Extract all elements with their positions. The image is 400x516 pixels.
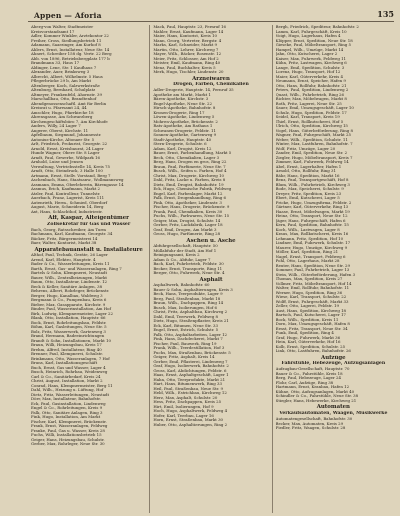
directory-entry: Dietz, Hugo, Straßenpflaster, Kreis 21 bbox=[153, 319, 229, 324]
directory-entry: Falk, Ernst, Drogenhandlung, Ring 6 bbox=[153, 196, 226, 201]
directory-entry: Becker, Ernst, Transporte, Ring 11 bbox=[153, 266, 223, 271]
directory-entry: Bock, Wilh., Spedition, Kreis 11 bbox=[275, 317, 339, 322]
section-heading: Asphalt bbox=[199, 276, 223, 283]
directory-entry: Busch, Max, Isolierungen, Hof 6 bbox=[153, 305, 218, 310]
directory-entry: Link, Otto, Lastfuhren, Bahnhofstr. 26 bbox=[275, 349, 351, 353]
directory-entry: Jäger, Hans, Fuhrgeschäft, Hafen 6 bbox=[275, 218, 346, 223]
directory-entry: Beck, Otto, Chemikalien, Lager 3 bbox=[153, 155, 220, 160]
directory-entry: Graf, Hugo, Fuhrwerk, Markt 36 bbox=[275, 335, 341, 340]
directory-entry: Neumann, Ernst, Speicher, Hafen 9 bbox=[275, 79, 346, 83]
directory-entry: Zander, Emil, Spedition, Neue Str. 2 bbox=[275, 151, 348, 155]
section-subheading: Drogen, Farben, Chemikalien bbox=[173, 82, 249, 87]
directory-entry: Graf, Hugo, Isolierwerk, Bahnhofstr. 2 bbox=[153, 364, 229, 369]
directory-entry: Bach, Karl, Fuhrbetrieb, Feldstr. 30 bbox=[153, 262, 224, 267]
directory-entry: Funk, Emil, Spedition, Ring 4 bbox=[275, 331, 334, 335]
directory-entry: Bauer, Ernst, Farbenhandlung, Markt 5 bbox=[153, 151, 232, 156]
directory-entry: Beck & Keller, Sanitäre Anlagen, 38 bbox=[31, 284, 103, 289]
directory-entry: Otto, Hans, Rollfuhr, Bahnhofstr. 21 bbox=[275, 83, 347, 88]
directory-entry: Becker, Max, Automaten, Kreis 29 bbox=[275, 421, 344, 426]
section-heading: Arzneiwaren bbox=[192, 75, 230, 82]
directory-entry: Freiher, Cross, Siedlungsbetrieb 11 bbox=[31, 38, 102, 43]
directory-entry: Koch, Wilh., Lastwagen, Lager 8 bbox=[275, 227, 340, 232]
directory-entry: Kühn, Fritz, Lastwagen, Kirchweg 6 bbox=[275, 61, 347, 65]
directory-entry: Hofer, Karl, Teerbau, Lager 16 bbox=[153, 413, 214, 418]
directory-entry: Kirchengeschäftsbüro 7, Am Kirchhofe bbox=[31, 119, 108, 124]
column-1 bbox=[28, 25, 150, 513]
directory-entry: Haase, Ernst, Möbelwagen, Markt 19 bbox=[275, 209, 350, 214]
directory-entry: Hirt, Emil, Isolierungen, Hof 9 bbox=[153, 404, 214, 409]
directory-entry: Fischer, Karl, Klempnerei, Brückenstr. bbox=[31, 419, 107, 424]
directory-entry: Meier, Fritz, Schlosser, Am Hof 2 bbox=[153, 56, 219, 61]
directory-entry: Lorenz, Hugo, Transport, Hof 12 bbox=[275, 70, 341, 74]
directory-entry: Bauer & Sohn, Asphaltierungen, Kreis 3 bbox=[153, 287, 233, 292]
directory-entry: Bauer, Wilh., Zentralheizungen, Markt bbox=[31, 275, 107, 280]
directory-entry: Meister, Emil, Kaufmann, Ring 40 bbox=[153, 61, 221, 65]
directory-entry: Bergmann & Co., Pumpenbau, Kreis 6 bbox=[31, 298, 107, 303]
directory-entry: Hunde Wagner, Obere Str. 8 Lager bbox=[31, 151, 100, 155]
directory-entry: Werner, Hugo, Spedition, Ring 36 bbox=[275, 290, 343, 295]
directory-entry: Hahn, Otto, Teerprodukte, Markt 21 bbox=[153, 377, 226, 382]
directory-entry: Bruns, Karl, Installationsgeschäft bbox=[31, 361, 98, 366]
directory-entry: Assmann, Emma, Oberlehrerin, Bärengasse 14 bbox=[31, 182, 124, 187]
section-subheading: Zollsekretär für Gas und Wasser bbox=[47, 221, 131, 227]
directory-entry: Sommer, Paul, Fuhrbetrieb, Lager 13 bbox=[275, 268, 350, 272]
directory-entry: Frank, Ernst, Wasseranlagen, Feldweg bbox=[31, 424, 108, 429]
directory-entry: Automatengesellschaft, Bahnhofstr. 30 bbox=[275, 417, 353, 422]
directory-entry: Peters, Paul, Spedition, Lindenweg 2 bbox=[275, 88, 349, 92]
column-2 bbox=[150, 25, 272, 513]
directory-entry: Bolz, Fritz, Wasserwerk, Gartenweg 3 bbox=[31, 329, 106, 334]
directory-entry: Nagel, Ernst, Transport, Feldweg 6 bbox=[275, 254, 346, 259]
directory-entry: Frank, Wilh., Teerdestillation, Hof 3 bbox=[153, 346, 225, 351]
directory-entry: Fink, Otto, Apotheker, Lindenstr. 3 bbox=[153, 200, 222, 205]
page-number: 135 bbox=[377, 9, 394, 19]
directory-entry: Engel, Karl, Farbenlager, Markt 12 bbox=[153, 191, 223, 196]
directory-entry: Aufzugbau-Gesellschaft, Hauptstr. 70 bbox=[275, 367, 350, 372]
directory-entry: Atzler, Paul, Kontrolleur, Tunnelstr. bbox=[31, 191, 101, 196]
directory-entry: Abfuhrgesellschaft, Hauptstr. 50 bbox=[153, 244, 218, 249]
directory-entry: Wolff, Ernst, Fuhrgeschäft, Markt 33 bbox=[275, 299, 349, 304]
directory-entry: Aust, Hans, Spedition, Kirchweg 18 bbox=[275, 308, 347, 313]
directory-entry: Kühne, Otto, Aufzugsanlagen, Markt 40 bbox=[275, 389, 355, 394]
directory-entry: Lindner, Emil, Fuhrwerk, Schulstr. 17 bbox=[275, 241, 351, 245]
directory-entry: Fuchs, Willi, Installationsbetrieb 15 bbox=[31, 433, 102, 438]
directory-entry: Kreisvorstandsamt 17 bbox=[31, 29, 75, 34]
directory-entry: Fischer, Hans, Drogerie, Brückenstr. 9 bbox=[153, 205, 230, 210]
directory-entry: Klöpper, Ernst, Spedition, Neue Str. 18 bbox=[275, 38, 353, 43]
directory-entry: Falk, Otto, Sanitäre Anlagen, Ring 3 bbox=[31, 410, 103, 415]
directory-entry: August, Marie, Schneiderin 14, Berg bbox=[31, 205, 104, 209]
directory-entry: Löwen-Apotheke, Lindenweg 5 bbox=[153, 115, 215, 120]
directory-entry: Brinkmann, Otto, Wasseranlagen, 7 Hof bbox=[31, 356, 110, 361]
directory-entry: Böhm, Karl, Gasleitungen, Neue Str. 5 bbox=[31, 325, 107, 330]
directory-entry: Christ, Fritz, Asphaltbau, Kirchweg 2 bbox=[153, 310, 228, 315]
directory-entry: Falk, Otto, Asphaltarbeiten, Lager 12 bbox=[153, 332, 228, 337]
directory-entry: Adam, Karl, Drogist, Kreis 12 bbox=[153, 146, 212, 151]
directory-entry: Martin, Otto, Lehrer, Kirchweg 7 bbox=[153, 47, 219, 52]
directory-entry: Vollmer, Fritz, Möbeltransport, Hof 14 bbox=[275, 281, 352, 286]
directory-entry: Dietz, Emil, Drogist, Bahnhofstr. 19 bbox=[153, 182, 224, 187]
directory-entry: Birk, Ludwig, Klempnermeister, Lager 22 bbox=[31, 311, 113, 316]
directory-entry: Weber, Wilh., Spedition, Schulstr. 11 bbox=[275, 137, 348, 142]
directory-entry: Berg, Hans, Drogen en gros, Ring 22 bbox=[153, 160, 227, 165]
directory-entry: Wagner, Paul, Fuhrgeschäft, Markt 25 bbox=[275, 133, 351, 137]
directory-entry: Ebert, Emil, Kutscherei, Lager 5 bbox=[275, 196, 340, 200]
directory-entry: Mahler, Ernst, Kaufmann, Lager 14 bbox=[153, 29, 224, 34]
directory-entry: Eck, Karl, Bitumen, Neue Str. 33 bbox=[153, 323, 218, 328]
directory-entry: Arnold, Otto, Rollfuhr, Ring 31 bbox=[275, 169, 336, 173]
directory-entry: Kolb, Ernst, Spedition, Schulstr. 25 bbox=[275, 344, 346, 349]
section-heading: Automaten bbox=[316, 404, 350, 411]
directory-entry: Dörr, Max, Installateur, Bahnhofstr. bbox=[31, 397, 101, 402]
directory-entry: Arndt, Otto, Steindruck, 3 Halle 100 bbox=[31, 169, 103, 173]
directory-entry: Dahl, Wilh., Heizung u. Lüftung, Hof bbox=[31, 388, 104, 393]
directory-entry: Berger, Hugo, Kanalbau, Waldweg 3 bbox=[31, 293, 103, 298]
directory-entry: Engel & Co., Rohrleitungen, Kreis 9 bbox=[31, 406, 103, 411]
directory-entry: Frank, Paul, Chemikalien, Kreis 30 bbox=[153, 209, 223, 214]
directory-entry: Dorn, Max, Umzugsgeschäft, Hafen 8 bbox=[275, 322, 350, 326]
directory-entry: Gerber, Fritz, Lackfabrik, Lager 18 bbox=[153, 223, 223, 228]
directory-entry: Adler-Drogerie, Hauptstr. 14, Fernruf 35 bbox=[153, 88, 234, 93]
directory-entry: Arndt, Paul, Gewerbe, Wildpark 16 bbox=[31, 155, 100, 160]
header-rule bbox=[28, 21, 394, 22]
directory-entry: Fink, Hans, Dachdeckerei, Markt 7 bbox=[153, 337, 223, 342]
directory-entry: Busch, Heinrich, Rohrbau, Weidenweg bbox=[31, 370, 108, 375]
directory-entry: Horn, Ernst, Straßenbau, Markt 30 bbox=[153, 418, 224, 423]
directory-entry: Huber, Otto, Asphaltierungen, Ring 2 bbox=[153, 422, 228, 427]
directory-entry: Bode, Max, Speicherei, Schulstr. 9 bbox=[275, 187, 344, 191]
directory-entry: Anders, Willy, 24 Lager 7 bbox=[31, 124, 81, 128]
directory-columns bbox=[28, 25, 394, 513]
directory-entry: Bach, Georg, Ratsschreiber, Am Turm bbox=[31, 227, 106, 232]
directory-entry: Baum, Otto, Installateur, Lindenstr. 12 bbox=[31, 280, 108, 285]
directory-entry: Maurer, Hugo, Umzüge, Kirchweg 9 bbox=[275, 245, 348, 250]
directory-entry: Adler, Kommer Winkler, Ärztekontor 22 bbox=[31, 34, 109, 38]
directory-entry: Bären-Apotheke, Kirchstr. 3 bbox=[153, 97, 209, 102]
directory-entry: Sonnen-Apotheke, Gartenweg 9 bbox=[153, 133, 217, 138]
directory-entry: Bergh, Friedrich, Spediteur, Bahnhofstr. 2 bbox=[275, 25, 359, 29]
directory-entry: Hartmann, Ernst, Kranbau, Hafen 12 bbox=[275, 385, 350, 390]
directory-entry: Lehmann, Fritz, Spedition, Hof 10 bbox=[275, 236, 344, 241]
directory-entry: Binder, Paul, Wasserinstallation, Am Hof bbox=[31, 307, 111, 312]
directory-entry: Geiger, Fritz, Asphalt, Kreis 14 bbox=[153, 355, 215, 360]
directory-entry: Althof, Paul, Technik, Geräte, 26 Lager bbox=[31, 253, 108, 258]
directory-entry: Conrad, Hans, Klempnermeister, Berg 11 bbox=[31, 383, 113, 388]
directory-entry: Fuchs, Max, Straßenbau, Brückenstr. 5 bbox=[153, 350, 231, 355]
directory-entry: Jahn, Otto, Kutscherei, Lager 2 bbox=[275, 52, 338, 56]
directory-entry: Pflegerbrücke 29 b, Am Markt bbox=[31, 79, 92, 83]
directory-entry: Merk, Hugo, Tischler, Lindenstr. 20 bbox=[153, 70, 224, 74]
directory-entry: Arend, Karl, Elektro, Hauptstr. 4 bbox=[31, 257, 96, 262]
directory-entry: Mayer, Wilh., Bäcker, Rosenstr. 12 bbox=[153, 52, 222, 56]
directory-entry: Heinz, Otto, Transport, Neue Str. 12 bbox=[275, 214, 348, 218]
directory-entry: Held, Wilh., Estrichbau, Kirchweg 12 bbox=[153, 391, 227, 396]
directory-entry: Assmus, Erich, Kaufmann, Markt 2 bbox=[31, 187, 101, 191]
directory-entry: Albrecht, Albert, Wilhelmstr. 5 Haus bbox=[31, 74, 103, 79]
section-subheading: Verkaufsautomaten, Waagen, Musikwerke bbox=[279, 410, 388, 416]
directory-entry: Autenrieth, Herm., Schmied, Oberdorf bbox=[31, 200, 108, 205]
section-heading: Apparatebauanstalt u. Installateure bbox=[34, 246, 143, 253]
directory-entry: Carl & Co., Sanitärbedarf, Kreis 24 bbox=[31, 374, 101, 379]
directory-entry: Richter, Max, Möbelwagen, Markt 8 bbox=[275, 97, 347, 101]
directory-entry: Ernst, Fritz, Transport, Neue Str. 34 bbox=[275, 326, 348, 331]
directory-entry: Amschler, Hugo, Pfarrkirche 18 bbox=[31, 110, 94, 115]
directory-entry: Haas, Ernst, Asphaltgeschäft, Lager 1 bbox=[153, 373, 229, 378]
directory-entry: Fricke, Hugo, Umzugsfirma, Feldstr. 2 bbox=[275, 200, 352, 205]
directory-entry: Antonius-Kirche, Altonaer Str. 5 bbox=[31, 137, 95, 142]
directory-entry: Reuter, Hans, Spedition, Neue Str. 29 bbox=[275, 263, 351, 268]
directory-entry: Müllabfuhr der Stadt, Am Hof 1 bbox=[153, 248, 217, 253]
directory-entry: Berg, Paul, Hebezeuge, Lager 24 bbox=[275, 376, 341, 381]
directory-entry: Engel-Apotheke, Neue Str. 22 bbox=[153, 101, 213, 106]
directory-entry: Stadt-Apotheke, Hauptstr. 40 bbox=[153, 137, 212, 142]
directory-entry: Bartels & Sohn, Klempnerei, Neustadt bbox=[31, 271, 108, 276]
directory-entry: Herz, Max, Asphalt, Schulstr. 20 bbox=[153, 395, 218, 400]
directory-entry: Ahrensgasse, Am Schwarzberg bbox=[31, 115, 93, 119]
directory-entry: Graf, Emil, Drogen, Am Markt 3 bbox=[153, 227, 217, 232]
directory-entry: Fuchs, Wilh., Farbwaren, Neue Str. 15 bbox=[153, 214, 230, 219]
directory-entry: Abendgenossenschaftl. Amt für Berlin bbox=[31, 101, 107, 106]
directory-entry: Stern-Drogerie, Schulstr. 6 bbox=[153, 142, 207, 147]
directory-entry: Altenberger, Koch, Salzwerkstraße bbox=[31, 83, 100, 88]
directory-entry: Winter, Max, Lastfuhren, Bahnhofstr. 7 bbox=[275, 142, 353, 146]
directory-entry: Verwaltung, Vertriebsstelle 14, Kreis 75 bbox=[31, 164, 110, 169]
directory-entry: Brand, Hermann, Badeeinrichtungen bbox=[31, 334, 105, 339]
section-heading: Aufzüge bbox=[321, 354, 346, 361]
directory-entry: Gerber, Emil, Pflasterei, Lindenweg 7 bbox=[153, 359, 228, 364]
directory-entry: Wolf, Fritz, Umzüge, Lager 20 bbox=[275, 146, 336, 151]
directory-entry: Rats-Apotheke, Am Rathaus 1 bbox=[153, 124, 213, 129]
directory-entry: Arlt, Friedrich, Prokurist, Georgstr. 22 bbox=[31, 142, 108, 146]
directory-entry: Eck, Paul, Gasinstallation, Lindenweg bbox=[31, 401, 106, 406]
directory-entry: Altenburg, Bernhard, Schulplatz bbox=[31, 88, 96, 92]
section-subheading: Fahrstühle, Hebezeuge, Aufzugsanlagen bbox=[281, 361, 386, 366]
directory-entry: Bader & Co., Wasserleitungen, Kreis 11 bbox=[31, 262, 110, 267]
directory-entry: Brenner, Paul, Klempnerei, Schulstr. bbox=[31, 352, 103, 357]
directory-entry: Sauer, Emil, Umzugsgeschäft, Lager 10 bbox=[275, 106, 354, 110]
section-heading: Aschen u. Asche bbox=[186, 237, 236, 244]
directory-entry: Brehm, Alfred, Installateur, Ring 40 bbox=[31, 347, 102, 352]
directory-entry: Gärtner, Karl, Güterverkehr, Ring 13 bbox=[275, 205, 349, 209]
directory-entry: Marks, Karl, Schneider, Markt 9 bbox=[153, 43, 218, 47]
directory-entry: Stiegler, Hans, Hebewerke, Kirchweg 21 bbox=[275, 398, 357, 403]
directory-entry: Auerbach, Franz, Lagerist, Kreis 111 bbox=[31, 196, 105, 200]
directory-entry: Asphaltwerk, Bahnhofstr. 60 bbox=[153, 283, 210, 288]
directory-entry: Ahnert, Schreiber 158 dg. Vertr. 22 Berg bbox=[31, 52, 112, 56]
directory-entry: Hart, Hans, Bitumenwerk, Ring 33 bbox=[153, 382, 222, 387]
directory-entry: Wiese, Karl, Transport, Schulstr. 22 bbox=[275, 295, 347, 299]
section-heading: Aff, Kaspar, Alteigentümer bbox=[48, 215, 130, 221]
directory-entry: Bähr, Hans, Spedition, Markt 16 bbox=[275, 173, 340, 178]
directory-entry: Aschenbach, Hans, Staatsanw., Wollmannsweg bbox=[31, 178, 124, 182]
directory-entry: Reinigungsamt, Kreis 2 bbox=[153, 253, 200, 258]
directory-entry: Stein, Wilh., Güterbeförderung, Hafen 3 bbox=[275, 272, 356, 277]
directory-entry: Thiel, Ernst, Rollkutscherei, Hof 5 bbox=[275, 119, 344, 124]
directory-entry: Hirsch-Apotheke, Bahnhofstr. 8 bbox=[153, 106, 216, 111]
directory-entry: Braun, Willi, Heizungsbau, Kreis 17 bbox=[31, 343, 102, 348]
directory-entry: Buch, Ernst, Gas und Wasser, Lager 4 bbox=[31, 365, 106, 370]
directory-entry: Quast, Wilh., Fuhrbetrieb, Ring 26 bbox=[275, 92, 344, 97]
directory-entry: Maier, Karl, Güterverkehr, Kreis 4 bbox=[275, 74, 344, 79]
directory-entry: Barth, Ernst, Gas- und Wasseranlagen, Ring 7 bbox=[31, 266, 122, 271]
directory-entry: Seidel, Karl, Transport, Kreis 19 bbox=[275, 115, 340, 119]
directory-entry: Blum, Wilh., Fuhrbetrieb, Kirchweg 3 bbox=[275, 182, 350, 187]
directory-entry: Bock, Ernst, Rohrleitungsbau, Feldstr. bbox=[31, 320, 107, 325]
directory-entry: Franke, Paul, Gas u. Wasser, Kreis 28 bbox=[31, 428, 105, 433]
directory-entry: Hein, Karl, Güterverkehr, Hof 16 bbox=[275, 340, 341, 344]
directory-entry: Zimmer, Karl, Fuhrwerk, Feldweg 14 bbox=[275, 160, 349, 164]
directory-entry: Aberg-von Walter, Stadtmeister bbox=[31, 25, 94, 29]
directory-entry: Dietz, Fritz, Wasserleitungen, Neustadt bbox=[31, 392, 110, 397]
directory-entry: Dahl, Emil, Teerwerk, Feldweg 8 bbox=[153, 314, 218, 319]
directory-entry: Artmann, Ernst, Stellv. Vorstand, Berg 7 bbox=[31, 173, 111, 178]
directory-entry: Bieber, Max, Gasapparate, Kirchstr. 9 bbox=[31, 302, 106, 307]
directory-entry: Abel, Ernst, Lagerhalter, Hafen 1 bbox=[275, 164, 342, 169]
directory-entry: Fischer, Paul, Bauwerk, Ring 19 bbox=[153, 341, 217, 346]
directory-entry: Eck, Hugo, Chemische Fabrik, Feldweg bbox=[153, 187, 232, 192]
directory-entry: Abb. von 1896, Betriebsbergplatz 177 b bbox=[31, 56, 110, 61]
directory-entry: Altmeyer, Frankenfeld, Ahornstr. 39 bbox=[31, 92, 102, 97]
directory-entry: Angerer, Oberst, Kirchstr. 11 bbox=[31, 128, 89, 133]
directory-entry: Kreisrat u. Pfarrsamt 24, 44 bbox=[31, 106, 87, 110]
directory-entry: Arnold, Ernst, Kreisbaurat, 24 Lager bbox=[31, 146, 104, 151]
directory-entry: Schulz, Hugo, Spedition, Feldstr. 17 bbox=[275, 110, 347, 115]
directory-entry: Gerber, Max, Rohrleger, Neue Str. 30 bbox=[31, 442, 105, 447]
directory-entry: Kronen-Drogerie, Ring 17 bbox=[153, 110, 205, 115]
directory-entry: Brandt & Sohn, Installationen, Markt 10 bbox=[31, 338, 111, 343]
directory-entry: Mann, Georg, Vertreter, Bergstr. 4 bbox=[153, 38, 222, 43]
directory-entry: Beck, Hans, Teerprodukte, Lager 9 bbox=[153, 292, 223, 297]
directory-entry: Brandmann 33, Haus 17 bbox=[31, 61, 80, 65]
directory-entry: Hampel, Wilh., Umzüge, Markt 14 bbox=[275, 47, 344, 52]
directory-entry: Bachmann, Karl, Kaufmann, Georgstr. 34 bbox=[31, 232, 113, 237]
page-header bbox=[0, 0, 400, 22]
directory-entry: Gross, Hugo, Parfümerie, Ring 28 bbox=[153, 232, 221, 237]
directory-entry: Pohl, Otto, Lagerhaus, Markt 28 bbox=[275, 259, 340, 263]
directory-entry: Aldinger, Lene, Str. 1 Kaufhaus 7 bbox=[31, 65, 97, 70]
directory-entry: Apotheke am Markt, Markt 1 bbox=[153, 92, 211, 97]
directory-entry: Christ, Max, Drogerie, Kirchweg 10 bbox=[153, 173, 224, 178]
directory-entry: Walter, Emil, Rollfuhr, Bahnhofstr. 11 bbox=[275, 286, 350, 290]
directory-entry: Heil, Paul, Straßenbau, Neue Str. 9 bbox=[153, 386, 223, 391]
directory-entry: Voigt, Hugo, Lagerhaus, Hafen 4 bbox=[275, 34, 341, 38]
directory-entry: Christ, August, Installation, Markt 2 bbox=[31, 379, 103, 384]
page-title: Appen — Aforia bbox=[34, 11, 102, 20]
directory-entry: Engel, Ernst, Estrich, Schulstr. 5 bbox=[153, 328, 219, 333]
directory-entry: Bäcker, Fritz, Bürgermeisterei 14 bbox=[31, 236, 98, 241]
directory-entry: Dahl, Fritz, Lacke u. Farben, Kreis 8 bbox=[153, 178, 226, 183]
directory-entry: Bartsch, Paul, Kutscherei, Lager 17 bbox=[275, 313, 346, 317]
directory-entry: Vogel, Hans, Güterbeförderung, Ring 8 bbox=[275, 128, 353, 133]
directory-entry: Mohren-Apotheke, Brückenstr. 2 bbox=[153, 119, 218, 124]
directory-entry: Blank, Otto, Installation, Hauptstr. 66 bbox=[31, 316, 106, 321]
directory-entry: Hess, Fritz, Dachpappen, Kreis 25 bbox=[153, 400, 222, 405]
directory-entry: Dreyer, Fritz, Spedition, Kreis 23 bbox=[275, 191, 342, 196]
directory-entry: Berg, Paul, Straßenbau, Markt 18 bbox=[153, 296, 221, 301]
directory-entry: Roth, Fritz, Lagerei, Neue Str. 25 bbox=[275, 101, 342, 106]
directory-entry: Marschallbau, Otto, Brandtenhof bbox=[31, 97, 97, 101]
directory-entry: Kraus, Max, Rollkutscherei, Kreis 16 bbox=[275, 232, 349, 236]
directory-entry: Gieseke, Paul, Möbeltransport, Ring 5 bbox=[275, 43, 351, 47]
directory-entry: Ziegler, Hugo, Möbeltransport, Kreis 7 bbox=[275, 155, 353, 160]
directory-entry: Geiger, Hans, Heizungsbau, Schulstr. bbox=[31, 437, 105, 442]
directory-entry: Ulrich, Otto, Spedition, Kirchweg 15 bbox=[275, 124, 348, 128]
directory-entry: Ahlers, Ernst, Installateur, Neue Str. 14 bbox=[31, 47, 110, 52]
column-3 bbox=[273, 25, 394, 513]
directory-entry: Arnhold, Luise und Jensen bbox=[31, 160, 84, 164]
directory-entry: Behrens, Albert, Rohrleger, Brückenstr. bbox=[31, 289, 110, 294]
directory-entry: Geiger, Max, Drogist, Schulstr. 14 bbox=[153, 218, 221, 223]
directory-entry: Braun, Paul, Parfümerie, Neue Str. 7 bbox=[153, 164, 226, 169]
directory-entry: Bauer & Co., Fahrstühle, Kreis 18 bbox=[275, 371, 343, 376]
directory-entry: Apfelbaum, Siegmund, Johannesstr. bbox=[31, 133, 102, 137]
directory-entry: Kern, Paul, Spedition, Bahnhofstr. 15 bbox=[275, 223, 349, 227]
directory-entry: Alexander, Auer, Brinksweg 3 bbox=[31, 70, 90, 74]
directory-entry: Adamann, Saarzinger, Am Kurhof 8 bbox=[31, 43, 101, 47]
directory-entry: Hoch, Hugo, Asphaltwerk, Feldweg 4 bbox=[153, 409, 228, 414]
directory-entry: Kaiser, Max, Fuhrwerk, Feldweg 11 bbox=[275, 56, 347, 61]
directory-entry: Busch, Wilh., Seifen u. Farben, Hof 4 bbox=[153, 169, 227, 174]
directory-entry: Möller, Karl, Spedition, Ring 21 bbox=[275, 250, 339, 254]
directory-entry: Adam & Co., Abfuhr, Lager 7 bbox=[153, 257, 211, 262]
directory-entry: Braun, Wilh., Dachpappen, Ring 14 bbox=[153, 301, 224, 306]
directory-entry: Fink, Hugo, Installation, Am Markt bbox=[31, 415, 101, 420]
directory-entry: Axt, Hans, Schlachthof, Industriestr. bbox=[31, 209, 103, 214]
directory-entry: Fiedler, Fritz, Waagen, Schulstr. 28 bbox=[275, 426, 346, 431]
directory-entry: Baer, Walter, Kontorist, Markt 38 bbox=[31, 241, 97, 246]
directory-entry: Zeller, Otto, Lagerei, Feldstr. 19 bbox=[275, 304, 340, 308]
directory-entry: Berger, Otto, Fuhrwerk, Neue Str. 4 bbox=[153, 271, 225, 276]
directory-entry: Benz, Paul, Transportgeschäft, Hof 8 bbox=[275, 178, 349, 182]
directory-entry: Thomas, Max, Spedition, Kreis 27 bbox=[275, 277, 343, 281]
directory-entry: Schwanen-Drogerie, Feldstr. 11 bbox=[153, 128, 216, 133]
directory-entry: Lamm, Karl, Fuhrgeschäft, Kreis 10 bbox=[275, 29, 347, 34]
directory-entry: Mack, Paul, Hauptstr. 23, Fernruf 16 bbox=[153, 25, 226, 29]
directory-entry: Menz, Paul, Buchhalter, Kreis 5 bbox=[153, 65, 216, 70]
directory-entry: Maier, Hans, Kontorist, Kreis 10 bbox=[153, 34, 217, 38]
directory-entry: Lange, Emil, Spedition, Schulstr. 3 bbox=[275, 65, 345, 70]
directory-entry: Schindler & Co., Fahrstühle, Neue Str. 38 bbox=[275, 394, 359, 399]
directory-entry: Gross, Karl, Abdichtungen, Feldstr. 6 bbox=[153, 368, 227, 373]
directory-entry: Flohr, Carl, Aufzüge, Ring 38 bbox=[275, 380, 334, 385]
